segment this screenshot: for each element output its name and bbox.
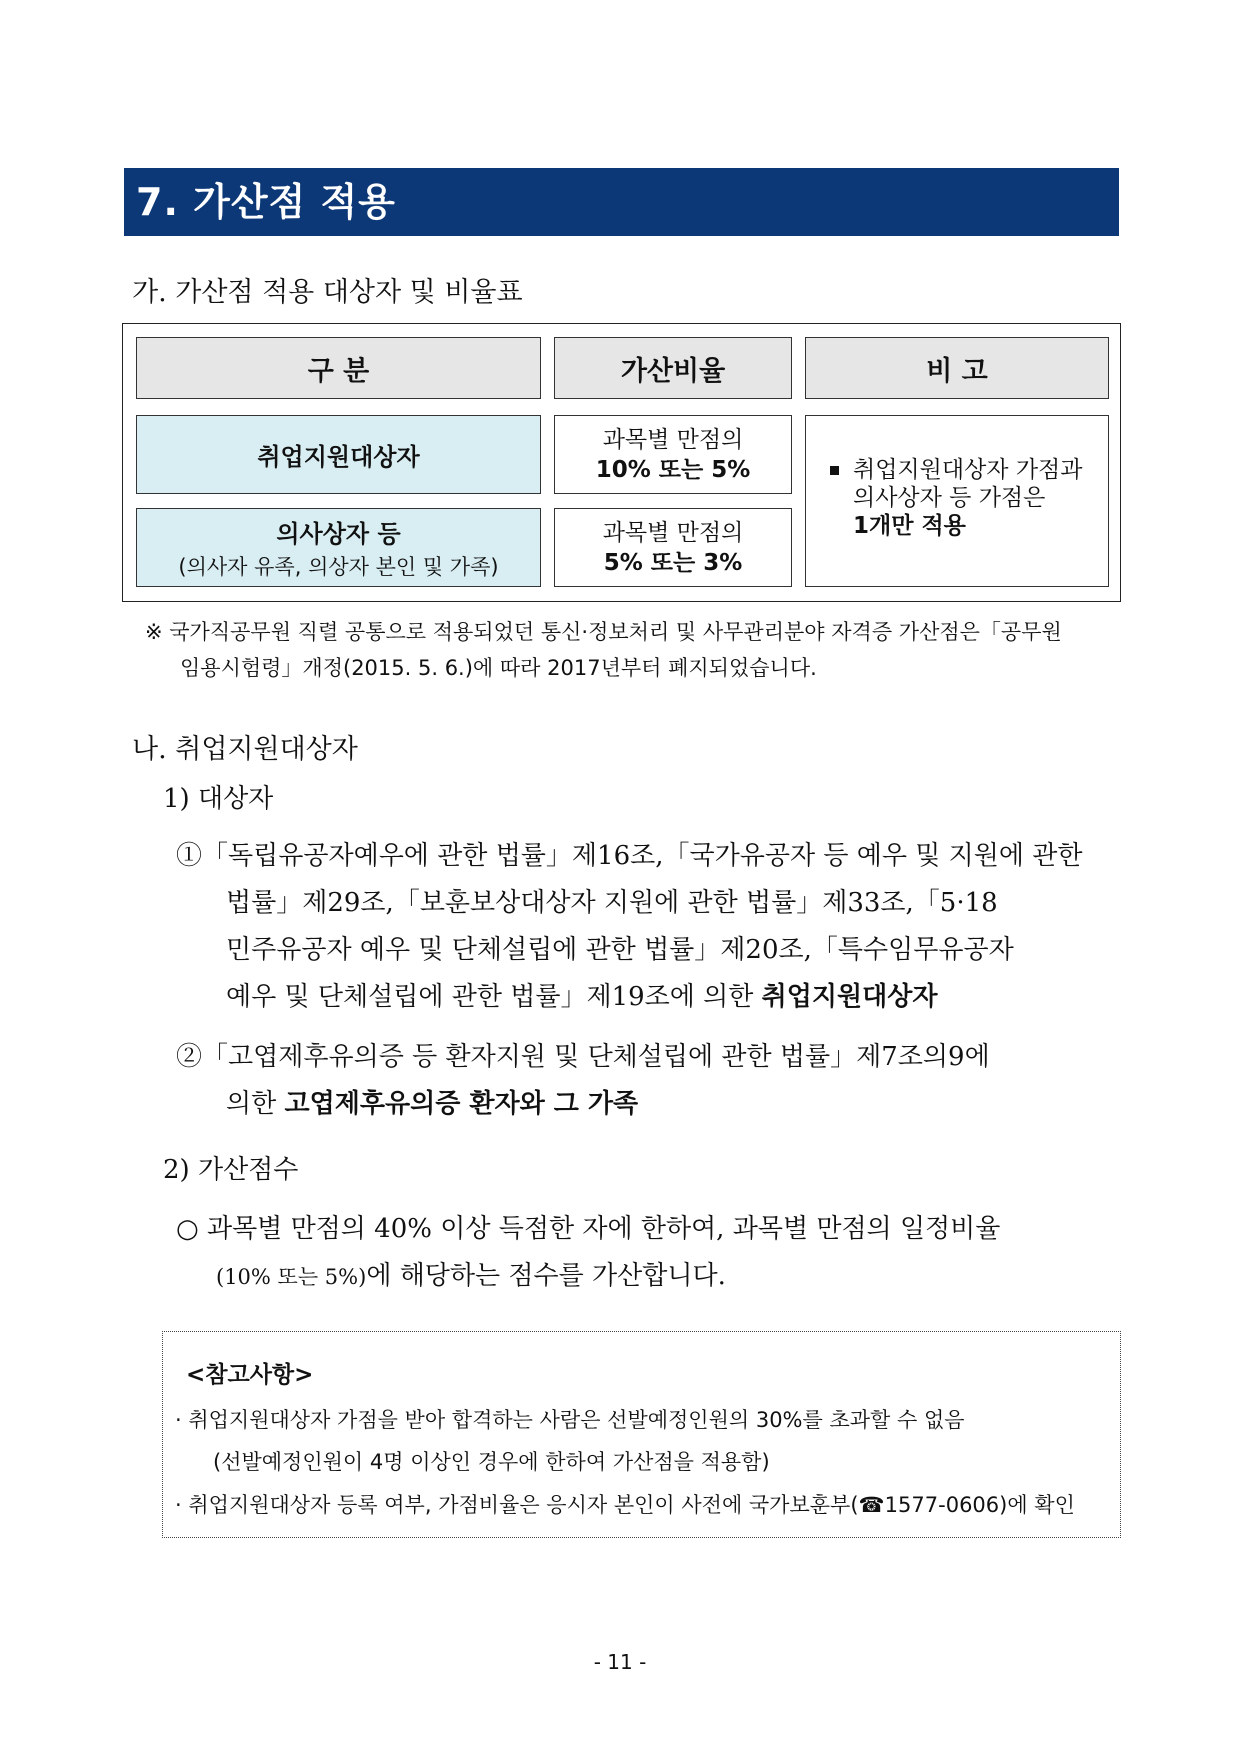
note-line3: 1개만 적용 <box>853 513 966 539</box>
note-line1: 취업지원대상자 가점과 <box>853 457 1083 483</box>
para1-line4-bold: 취업지원대상자 <box>761 982 938 1012</box>
para1-line2: 법률」제29조,「보훈보상대상자 지원에 관한 법률」제33조,「5·18 <box>226 888 998 918</box>
header-category-label: 구 분 <box>307 355 370 387</box>
para1-line3: 민주유공자 예우 및 단체설립에 관한 법률」제20조,「특수임무유공자 <box>226 935 1014 965</box>
item2-line2 <box>176 1253 1126 1301</box>
note-line2: 의사상자 등 가점은 <box>853 485 1046 511</box>
table-note-cell <box>805 415 1109 587</box>
item2-line2-text: 에 해당하는 점수를 가산합니다. <box>366 1261 726 1291</box>
category-label: 취업지원대상자 <box>257 443 420 471</box>
row-employment-support-rate <box>554 415 792 494</box>
item2-line2-small: (10% 또는 5%) <box>216 1265 367 1289</box>
subsection-b-title: 나. 취업지원대상자 <box>132 734 358 765</box>
reference-line3: · 취업지원대상자 등록 여부, 가점비율은 응시자 본인이 사전에 국가보훈부(☎1577-0606)에 확인 <box>175 1493 1075 1517</box>
rate-line2: 10% 또는 5% <box>595 456 751 483</box>
item1-paragraph2 <box>176 1034 1126 1128</box>
reference-box <box>162 1331 1121 1538</box>
footnote-line1: ※ 국가직공무원 직렬 공통으로 적용되었던 통신·정보처리 및 사무관리분야 자격증 가산점은「공무원 <box>145 620 1062 644</box>
para2-line2-text: 의한 <box>226 1089 285 1119</box>
reference-line1: · 취업지원대상자 가점을 받아 합격하는 사람은 선발예정인원의 30%를 초과할 수 없음 <box>175 1408 965 1432</box>
subsection-a-title: 가. 가산점 적용 대상자 및 비율표 <box>132 277 523 308</box>
page-number: - 11 - <box>593 1650 647 1674</box>
item2-line1: ○ 과목별 만점의 40% 이상 득점한 자에 한하여, 과목별 만점의 일정비율 <box>176 1214 1001 1244</box>
para1-line4 <box>176 974 1126 1021</box>
para2-line1: ②「고엽제후유의증 등 환자지원 및 단체설립에 관한 법률」제7조의9에 <box>176 1042 990 1072</box>
square-bullet-icon <box>830 466 839 475</box>
category-sublabel: (의사자 유족, 의상자 본인 및 가족) <box>178 555 499 579</box>
item2-paragraph <box>176 1206 1126 1301</box>
rate-line2: 5% 또는 3% <box>603 549 743 576</box>
footnote-line2: 임용시험령」개정(2015. 5. 6.)에 따라 2017년부터 폐지되었습니다. <box>180 656 817 680</box>
bonus-rate-table <box>122 323 1121 602</box>
category-label: 의사상자 등 <box>276 520 401 548</box>
note-bullet-row <box>830 456 1083 540</box>
para1-line1: ①「독립유공자예우에 관한 법률」제16조,「국가유공자 등 예우 및 지원에 관한 <box>176 841 1083 871</box>
reference-title: <참고사항> <box>186 1362 314 1388</box>
reference-line2: (선발예정인원이 4명 이상인 경우에 한하여 가산점을 적용함) <box>213 1450 770 1474</box>
row-employment-support-category <box>136 415 541 494</box>
header-note-label: 비 고 <box>926 355 988 387</box>
row-righteous-casualty-category <box>136 508 541 587</box>
table-header-rate <box>554 337 792 399</box>
item2-title: 2) 가산점수 <box>163 1155 299 1185</box>
table-header-note <box>805 337 1109 399</box>
para1-line4-text: 예우 및 단체설립에 관한 법률」제19조에 의한 <box>226 982 762 1012</box>
row-righteous-casualty-rate <box>554 508 792 587</box>
rate-line1: 과목별 만점의 <box>602 426 744 453</box>
item1-title: 1) 대상자 <box>163 784 274 814</box>
item1-paragraph1 <box>176 833 1126 1021</box>
section-title: 7. 가산점 적용 <box>124 168 1119 236</box>
table-header-category <box>136 337 541 399</box>
para2-line2-bold: 고엽제후유의증 환자와 그 가족 <box>284 1089 639 1119</box>
para2-line2 <box>176 1081 1126 1128</box>
header-rate-label: 가산비율 <box>620 355 726 387</box>
rate-line1: 과목별 만점의 <box>602 519 744 546</box>
